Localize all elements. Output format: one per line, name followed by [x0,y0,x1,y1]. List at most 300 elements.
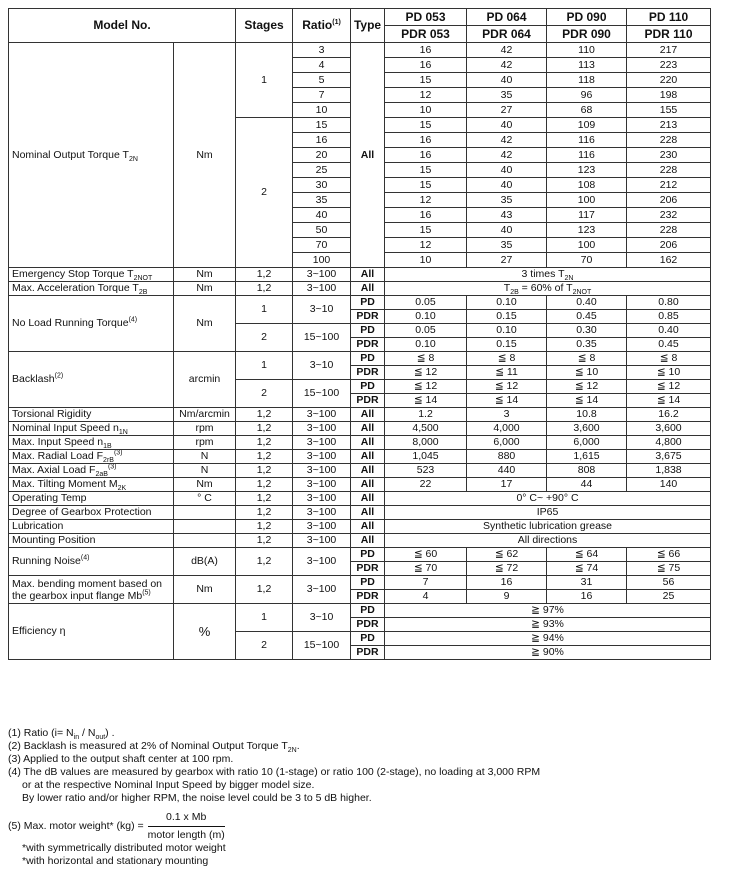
ratio-cell: 3~100 [293,436,351,450]
max-acceleration-label [9,282,174,296]
value-cell: 1,615 [547,450,627,464]
unit-cell: N [174,464,236,478]
value-cell: 35 [467,193,547,208]
value-cell: 0.40 [627,324,711,338]
value-cell: 217 [627,43,711,58]
value-cell: 68 [547,103,627,118]
value-cell: 3,600 [547,422,627,436]
spec-table-body [9,9,711,660]
value-cell: 16 [547,590,627,604]
ratio-cell: 3~100 [293,450,351,464]
stage-cell: 1,2 [236,548,293,576]
value-cell: 6,000 [547,436,627,450]
stage-cell: 1,2 [236,506,293,520]
value-cell: 1.2 [385,408,467,422]
subscript: 2NOT [133,275,153,282]
stage-cell: 1,2 [236,282,293,296]
value-cell: ≧ 97% [385,604,711,618]
stage-cell: 1,2 [236,422,293,436]
subscript: 2NOT [572,289,592,296]
value-cell: 43 [467,208,547,223]
value-cell [385,282,711,296]
value-cell: 118 [547,73,627,88]
stage-cell: 1,2 [236,478,293,492]
value-cell: 212 [627,178,711,193]
text: Backlash [12,373,55,385]
value-cell: 206 [627,238,711,253]
superscript: (3) [113,449,123,457]
value-cell: 116 [547,148,627,163]
stage-cell: 1,2 [236,534,293,548]
type-cell: PDR [351,646,385,660]
type-cell: All [351,534,385,548]
spec-table [8,8,711,660]
no-load-torque-row [9,296,711,310]
ratio-cell: 16 [293,133,351,148]
text: = 60% of T [518,282,573,294]
value-cell: 0.10 [467,296,547,310]
type-cell: All [351,43,385,268]
nominal-torque-unit: Nm [174,43,236,268]
value-cell: 198 [627,88,711,103]
value-cell: ≦ 10 [627,366,711,380]
value-cell: 40 [467,178,547,193]
ratio-cell: 20 [293,148,351,163]
value-cell: 880 [467,450,547,464]
value-cell: 42 [467,58,547,73]
value-cell: 0° C~ +90° C [385,492,711,506]
value-cell: ≧ 94% [385,632,711,646]
stage-cell: 1 [236,43,293,118]
ratio-cell: 3 [293,43,351,58]
value-cell: ≦ 74 [547,562,627,576]
value-cell: 808 [547,464,627,478]
value-cell: 3,675 [627,450,711,464]
type-cell: PD [351,604,385,618]
value-cell: 220 [627,73,711,88]
subscript: 2B [138,289,148,296]
value-cell: 0.05 [385,296,467,310]
value-cell: ≦ 14 [467,394,547,408]
spec-row [9,464,711,478]
stage-cell: 1,2 [236,436,293,450]
value-cell: 4,000 [467,422,547,436]
spec-row [9,520,711,534]
value-cell: 9 [467,590,547,604]
value-cell: 0.30 [547,324,627,338]
ratio-cell: 3~100 [293,576,351,604]
value-cell: 16 [385,43,467,58]
text: Max. Input Speed n [12,436,104,448]
spec-label: Mounting Position [9,534,174,548]
ratio-cell: 15~100 [293,324,351,352]
value-cell: 155 [627,103,711,118]
value-cell: ≦ 70 [385,562,467,576]
type-cell: All [351,408,385,422]
text: the gearbox input flange Mb [12,589,143,602]
value-cell: 40 [467,223,547,238]
value-cell: 12 [385,193,467,208]
backlash-label [9,352,174,408]
note-5 [8,811,718,842]
value-cell: ≦ 75 [627,562,711,576]
spec-label [9,478,174,492]
value-cell: 108 [547,178,627,193]
ratio-cell: 3~100 [293,464,351,478]
ratio-cell: 3~100 [293,520,351,534]
text: Torsional Rigidity [12,408,92,420]
value-cell: 16 [385,133,467,148]
value-cell: 16 [467,576,547,590]
ratio-cell: 3~100 [293,422,351,436]
unit-cell [174,534,236,548]
backlash-row [9,352,711,366]
header-ratio [293,9,351,43]
stage-cell: 1,2 [236,464,293,478]
ratio-cell: 3~100 [293,534,351,548]
type-cell: PDR [351,618,385,632]
bending-moment-row [9,576,711,590]
value-cell: 0.45 [627,338,711,352]
value-cell: 1,838 [627,464,711,478]
value-cell: 16 [385,208,467,223]
type-cell: PDR [351,310,385,324]
superscript: (5) [142,589,151,596]
value-cell: 27 [467,253,547,268]
value-cell: 4,500 [385,422,467,436]
note-1: (1) Ratio $(i= N_{in} / N_{out})$ . [8,727,115,742]
value-cell: 1,045 [385,450,467,464]
value-cell: ≦ 12 [547,380,627,394]
spec-row [9,478,711,492]
ratio-cell: 3~100 [293,506,351,520]
type-cell: PD [351,324,385,338]
value-cell: All directions [385,534,711,548]
superscript: (3) [107,463,117,471]
stage-cell: 1,2 [236,520,293,534]
spec-row [9,450,711,464]
text: Emergency Stop Torque T [12,268,134,280]
value-cell: ≦ 8 [385,352,467,366]
ratio-cell: 35 [293,193,351,208]
value-cell: ≦ 72 [467,562,547,576]
ratio-cell: 3~100 [293,282,351,296]
value-cell: ≦ 8 [547,352,627,366]
value-cell: 0.05 [385,324,467,338]
superscript: (2) [54,372,64,380]
value-cell: 56 [627,576,711,590]
type-cell: PDR [351,562,385,576]
max-acceleration-row [9,282,711,296]
value-cell: 140 [627,478,711,492]
unit-cell: rpm [174,436,236,450]
value-cell: 16 [385,148,467,163]
value-cell: 12 [385,238,467,253]
stage-cell: 1,2 [236,576,293,604]
ratio-cell: 50 [293,223,351,238]
spec-row [9,436,711,450]
type-cell: PDR [351,366,385,380]
value-cell: 27 [467,103,547,118]
value-cell: 4 [385,590,467,604]
text: Max. Axial Load F [12,464,96,476]
ratio-cell: 15~100 [293,380,351,408]
unit-cell: Nm [174,282,236,296]
subscript: 1B [103,443,112,450]
value-cell: 113 [547,58,627,73]
note-4-line-3: By lower ratio and/or higher RPM, the noise level could be 3 to 5 dB higher. [22,792,372,804]
stage-cell: 1 [236,296,293,324]
value-cell: 0.15 [467,310,547,324]
value-cell: 523 [385,464,467,478]
value-cell: 40 [467,73,547,88]
value-cell: ≦ 14 [385,394,467,408]
value-cell: 0.15 [467,338,547,352]
stage-cell: 1,2 [236,450,293,464]
subscript: 1N [118,429,128,436]
text: Max. Tilting Moment M [12,478,118,490]
spec-label: Operating Temp [9,492,174,506]
value-cell: 22 [385,478,467,492]
value-cell: ≦ 8 [467,352,547,366]
header-model-pdr: PDR 064 [467,26,547,43]
value-cell: 0.80 [627,296,711,310]
text: No Load Running Torque [12,317,129,329]
value-cell: 35 [467,88,547,103]
ratio-cell: 3~10 [293,296,351,324]
note-4: (4) The dB values are measured by gearbox with ratio 10 (1-stage) or ratio 100 (2-stage), no loading at 3,000 RPM [8,766,541,778]
value-cell: ≦ 10 [547,366,627,380]
value-cell: 4,800 [627,436,711,450]
value-cell: 223 [627,58,711,73]
ratio-cell: 3~100 [293,548,351,576]
unit-cell [174,506,236,520]
ratio-cell: 100 [293,253,351,268]
ratio-cell: 30 [293,178,351,193]
ratio-cell: 4 [293,58,351,73]
ratio-cell: 15 [293,118,351,133]
value-cell: 15 [385,178,467,193]
spec-row [9,408,711,422]
stage-cell: 1,2 [236,408,293,422]
subscript: 2K [117,485,127,492]
ratio-cell: 3~100 [293,492,351,506]
value-cell: 10.8 [547,408,627,422]
value-cell: Synthetic lubrication grease [385,520,711,534]
ratio-cell: 70 [293,238,351,253]
value-cell: 17 [467,478,547,492]
type-cell: All [351,422,385,436]
value-cell: 8,000 [385,436,467,450]
spec-label [9,408,174,422]
value-cell: 16 [385,58,467,73]
text: T [503,282,511,294]
value-cell: ≦ 12 [467,380,547,394]
subscript: 2N [128,155,138,163]
value-cell: 31 [547,576,627,590]
value-cell: ≦ 8 [627,352,711,366]
value-cell: 0.45 [547,310,627,324]
type-cell: PD [351,352,385,366]
subscript: 2B [510,289,519,296]
note-star-1: *with symmetrically distributed motor weight [22,842,226,854]
running-noise-label [9,548,174,576]
value-cell: 100 [547,193,627,208]
unit-cell: Nm [174,296,236,352]
value-cell: 10 [385,253,467,268]
efficiency-row [9,604,711,618]
spec-label: Degree of Gearbox Protection [9,506,174,520]
header-row [9,9,711,26]
value-cell: 35 [467,238,547,253]
value-cell: 0.35 [547,338,627,352]
value-cell: 42 [467,43,547,58]
value-cell: 15 [385,223,467,238]
stage-cell: 1 [236,604,293,632]
value-cell: 228 [627,133,711,148]
unit-cell: rpm [174,422,236,436]
bending-moment-label [9,576,174,604]
text: Max. Acceleration Torque T [12,282,139,294]
value-cell: ≦ 64 [547,548,627,562]
type-cell: PD [351,632,385,646]
header-model-pd: PD 090 [547,9,627,26]
stage-cell: 1 [236,352,293,380]
header-model-pd: PD 110 [627,9,711,26]
stage-cell: 1,2 [236,268,293,282]
value-cell: ≦ 62 [467,548,547,562]
unit-cell: ° C [174,492,236,506]
stage-cell: 2 [236,118,293,268]
value-cell: 100 [547,238,627,253]
value-cell: 12 [385,88,467,103]
header-model-pdr: PDR 110 [627,26,711,43]
value-cell: 0.10 [385,338,467,352]
value-cell: 44 [547,478,627,492]
value-cell: 0.10 [385,310,467,324]
ratio-cell: 7 [293,88,351,103]
nominal-torque-row [9,43,711,58]
value-cell: ≦ 14 [627,394,711,408]
type-cell: All [351,478,385,492]
spec-label: Lubrication [9,520,174,534]
value-cell: ≦ 12 [385,380,467,394]
value-cell: 6,000 [467,436,547,450]
emergency-row [9,268,711,282]
spec-label [9,436,174,450]
type-cell: All [351,268,385,282]
spec-row [9,422,711,436]
value-cell: 16.2 [627,408,711,422]
header-model-pd: PD 064 [467,9,547,26]
value-cell: 162 [627,253,711,268]
type-cell: All [351,464,385,478]
value-cell: 42 [467,148,547,163]
note-4-line-2: or at the respective Nominal Input Speed by bigger model size. [22,779,315,791]
formula-numerator: 0.1 x Mb [148,811,225,827]
type-cell: PDR [351,394,385,408]
value-cell: 0.40 [547,296,627,310]
value-cell: ≦ 14 [547,394,627,408]
ratio-cell: 3~10 [293,352,351,380]
ratio-cell: 3~100 [293,408,351,422]
value-cell: ≧ 93% [385,618,711,632]
value-cell: 110 [547,43,627,58]
text: Nominal Input Speed n [12,422,119,434]
text: Running Noise [12,555,81,567]
type-cell: PDR [351,338,385,352]
unit-cell: % [174,604,236,660]
spec-label [9,464,174,478]
subscript: 2rB [103,457,114,464]
spec-label [9,422,174,436]
stage-cell: 1,2 [236,492,293,506]
value-cell [385,268,711,282]
ratio-cell: 10 [293,103,351,118]
value-cell: 440 [467,464,547,478]
type-cell: PD [351,576,385,590]
spec-row [9,492,711,506]
value-cell: 228 [627,163,711,178]
subscript: 2aB [95,471,108,478]
note-3: (3) Applied to the output shaft center at 100 rpm. [8,753,234,765]
unit-cell: Nm [174,576,236,604]
stage-cell: 2 [236,380,293,408]
unit-cell: Nm/arcmin [174,408,236,422]
type-cell: All [351,492,385,506]
text: Nominal Output Torque T [12,148,129,161]
emergency-label [9,268,174,282]
value-cell: 123 [547,223,627,238]
header-model-pdr: PDR 053 [385,26,467,43]
formula-denominator: motor length (m) [147,829,225,841]
efficiency-label: Efficiency η [9,604,174,660]
ratio-cell: 3~100 [293,478,351,492]
superscript: (4) [128,316,138,324]
value-cell: 15 [385,118,467,133]
value-cell: 0.85 [627,310,711,324]
value-cell: ≦ 66 [627,548,711,562]
ratio-cell: 25 [293,163,351,178]
value-cell: IP65 [385,506,711,520]
type-cell: All [351,506,385,520]
ratio-cell: 15~100 [293,632,351,660]
subscript: 2N [564,275,574,282]
value-cell: 230 [627,148,711,163]
value-cell: ≧ 90% [385,646,711,660]
value-cell: 7 [385,576,467,590]
unit-cell: arcmin [174,352,236,408]
note-5-label: (5) Max. motor weight* (kg) = [8,820,144,832]
type-cell: All [351,520,385,534]
type-cell: All [351,436,385,450]
weight-formula [148,811,225,842]
text: 3 times T [521,268,565,280]
header-model-no: Model No. [9,9,236,43]
type-cell: All [351,282,385,296]
value-cell: 228 [627,223,711,238]
value-cell: 3 [467,408,547,422]
value-cell: 3,600 [627,422,711,436]
value-cell: 206 [627,193,711,208]
type-cell: PD [351,296,385,310]
footnotes [8,727,718,868]
value-cell: 42 [467,133,547,148]
value-cell: 25 [627,590,711,604]
type-cell: PD [351,548,385,562]
header-stages: Stages [236,9,293,43]
value-cell: 15 [385,73,467,88]
